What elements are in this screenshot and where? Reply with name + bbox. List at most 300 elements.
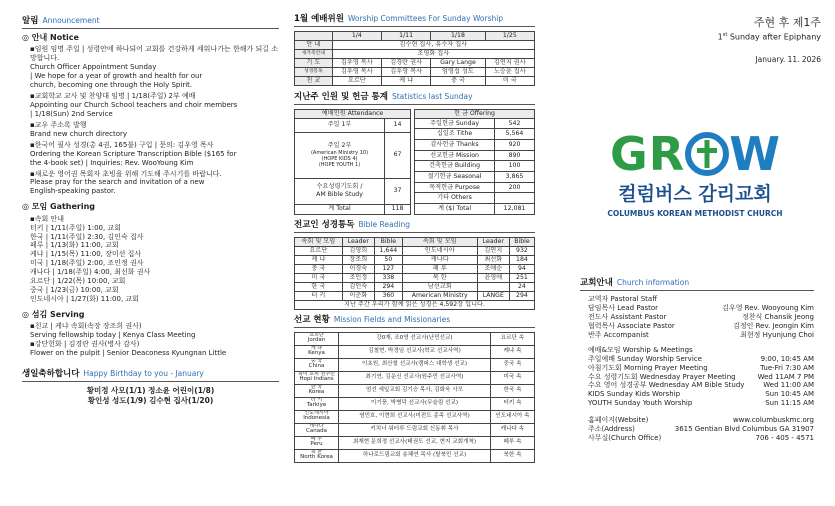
- gathering-item: 중국 | 1/23(금) 10:00, 교회: [30, 286, 119, 295]
- staff-role: 전도사 Assistant Pastor: [588, 312, 667, 321]
- staff-role: 담임목사 Lead Pastor: [588, 303, 659, 312]
- committee-date: 1/4: [332, 31, 381, 40]
- mission-country-en: Tarkiye: [306, 402, 327, 409]
- notice-en: English-speaking pastor.: [30, 187, 116, 196]
- attendance-label: [295, 118, 385, 132]
- mission-desc: 강0재, 조0영 선교사(난민선교): [339, 332, 491, 345]
- bible-cell: 인도네시아: [402, 246, 477, 255]
- church-logo: [580, 127, 810, 220]
- missions-title: 선교 현황 Mission Fields and Missionaries: [294, 315, 535, 328]
- mission-row: [295, 397, 535, 410]
- serving-en: Serving fellowship today | Kenya Class Meeting: [30, 331, 196, 340]
- bible-header: 속회 및 모임: [295, 237, 343, 246]
- mission-class: 미국 속: [491, 371, 535, 384]
- bible-cell: LANGE: [477, 291, 509, 300]
- attendance-row: [295, 118, 411, 132]
- bible-cell: American Ministry: [402, 291, 477, 300]
- committee-cell: 미 국: [485, 76, 534, 85]
- committee-role: 친 교: [295, 76, 333, 85]
- attendance-sub: (HOPE KIDS 4): [321, 156, 358, 163]
- logo-letter-w: W: [729, 127, 780, 181]
- notice-en: church, becoming one through the Holy Spirit.: [30, 80, 193, 89]
- stats-title: 지난주 인원 및 헌금 통계 Statistics last Sunday: [294, 92, 535, 105]
- offering-value: 890: [495, 150, 535, 161]
- committee-cell: 조영화 집사: [332, 49, 534, 58]
- serving-list: [22, 322, 279, 358]
- mission-country: [295, 332, 339, 345]
- bible-cell: 페 루: [402, 264, 477, 273]
- contact-row: [588, 434, 814, 443]
- mission-row: [295, 423, 535, 436]
- mission-class: 페루 속: [491, 436, 535, 449]
- committee-row: [295, 49, 535, 58]
- mission-country: [295, 410, 339, 423]
- mission-class: 캐나다 속: [491, 423, 535, 436]
- contact-label: 주소(Address): [588, 425, 635, 434]
- mission-country-ko: 요르단: [309, 332, 324, 339]
- church-name-ko: 컬럼버스 감리교회: [618, 183, 772, 205]
- bible-cell: 김연지: [477, 246, 509, 255]
- bible-cell: 중 국: [295, 264, 343, 273]
- gathering-item: 인도네시아 | 1/27(화) 11:00, 교회: [30, 295, 139, 304]
- offering-label: 선교헌금 Mission: [415, 150, 495, 161]
- bible-cell: 조인정: [342, 273, 374, 282]
- staff-row: [588, 322, 814, 331]
- mission-row: [295, 436, 535, 449]
- mission-row: [295, 371, 535, 384]
- worship-row: [588, 364, 814, 373]
- staff-name: 김우영 Rev. Wooyoung Kim: [722, 303, 814, 312]
- bible-cell: 127: [374, 264, 402, 273]
- bible-row: [295, 273, 535, 282]
- worship-row: [588, 381, 814, 390]
- bible-cell: 요르단: [295, 246, 343, 255]
- worship-committee-table: [294, 31, 535, 86]
- mission-country-en: Peru: [310, 441, 323, 448]
- worship-name: 수요 영어 성경공부 Wednesday AM Bible Study: [588, 381, 745, 390]
- notice-list: [22, 45, 279, 196]
- committee-cell: 김수현 집사, 유수자 집사: [332, 40, 534, 49]
- attendance-row: [295, 132, 411, 178]
- announcement-column: [0, 0, 283, 405]
- offering-row: [415, 182, 535, 193]
- mission-country: [295, 371, 339, 384]
- attendance-header: 예배인원 Attendance: [295, 109, 411, 118]
- attendance-label: [295, 178, 385, 204]
- staff-list: [588, 304, 814, 340]
- gathering-list: [22, 215, 279, 305]
- worship-time: 9:00, 10:45 AM: [760, 354, 814, 363]
- offering-row: [415, 172, 535, 183]
- committee-date: 1/18: [431, 31, 485, 40]
- bible-cell: 최선화: [477, 255, 509, 264]
- contact-row: [588, 425, 814, 434]
- birthday-line: 황미정 사모(1/1) 정소윤 어린이(1/8): [86, 386, 215, 396]
- notice-en: | 1/18(Sun) 2nd Service: [30, 109, 113, 118]
- church-info-title: 교회안내 Church information: [580, 278, 814, 291]
- mission-country-en: Hopi Indians: [299, 376, 334, 383]
- bible-cell: 251: [509, 273, 534, 282]
- serving-header: ◎ 섬김 Serving: [22, 310, 85, 320]
- committee-cell: 김연지 권사: [485, 58, 534, 67]
- mission-table: [294, 332, 535, 463]
- offering-label: 주일헌금 Sunday: [415, 118, 495, 129]
- mission-class: 요르단 속: [491, 332, 535, 345]
- gathering-item: 페루 | 1/13(화) 11:00, 교회: [30, 241, 119, 250]
- bible-footer: 지난 주간 우리가 함께 읽은 성경은 4,592장 입니다.: [295, 300, 535, 309]
- staff-row: [588, 313, 814, 322]
- offering-label: 십일조 Tithe: [415, 129, 495, 140]
- staff-row: [588, 331, 814, 340]
- notice-en: | We hope for a year of growth and health for our: [30, 71, 203, 80]
- notice-en: the 4-book set) | Inquiries: Rev. WooYoung Kim: [30, 158, 194, 167]
- attendance-sub: (American Ministry 10): [310, 149, 369, 156]
- bible-cell: 윤영애: [477, 273, 509, 282]
- bible-cell: 이춘화: [342, 291, 374, 300]
- bible-cell: 장조희: [342, 255, 374, 264]
- committee-cell: 김우영 목사: [381, 67, 430, 76]
- bible-cell: 294: [509, 291, 534, 300]
- offering-label: 절기헌금 Seasonal: [415, 172, 495, 183]
- gathering-item: 미국 | 1/18(주일) 2:00, 조인정 권사: [30, 259, 144, 268]
- birthday-list: [22, 386, 279, 405]
- offering-value: 200: [495, 182, 535, 193]
- mission-desc: 최기연, 김운신 선교사(원주민 선교사역): [339, 371, 491, 384]
- mission-row: [295, 384, 535, 397]
- committee-row: [295, 58, 535, 67]
- committee-role: 기 도: [295, 58, 333, 67]
- attendance-label-text: 주일 1부: [327, 121, 352, 129]
- attendance-sub: (HOPE YOUTH 1): [318, 162, 361, 169]
- mission-country-ko: 한 국: [310, 384, 323, 391]
- offering-value: 5,564: [495, 129, 535, 140]
- stats-tables: [294, 109, 535, 215]
- notice-en: Church Officer Appointment Sunday: [30, 63, 157, 72]
- gathering-item: 케냐 | 1/15(목) 11:00, 장미선 집사: [30, 250, 142, 259]
- serving-en: Flower on the pulpit | Senior Deaconess Kyungnan Little: [30, 349, 227, 358]
- bible-row: [295, 282, 535, 291]
- offering-value: 100: [495, 161, 535, 172]
- notice-item: [22, 92, 279, 119]
- notice-ko: ▪한국어 필사 성경(총 4권, 165불) 구입 | 문의: 김우영 목사: [30, 140, 214, 149]
- bible-reading-title: 전교인 성경통독 Bible Reading: [294, 220, 535, 233]
- bible-cell: 한 국: [295, 282, 343, 291]
- offering-table: [414, 109, 535, 215]
- announcement-title: 알림 Announcement: [22, 16, 279, 29]
- bible-cell: 94: [509, 264, 534, 273]
- offering-row: [415, 129, 535, 140]
- offering-row: [415, 193, 535, 204]
- staff-role: 협력목사 Associate Pastor: [588, 321, 675, 330]
- attendance-row: [295, 178, 411, 204]
- committee-cell: 케 냐: [381, 76, 430, 85]
- mission-country-ko: 북미 호피 원주민: [298, 371, 335, 378]
- attendance-row: [295, 204, 411, 214]
- offering-value: 3,865: [495, 172, 535, 183]
- bible-cell: 360: [374, 291, 402, 300]
- notice-item: [22, 141, 279, 168]
- committee-corner: [295, 31, 333, 40]
- attendance-value: 14: [385, 118, 411, 132]
- mission-class: 중국 속: [491, 358, 535, 371]
- worship-name: YOUTH Sunday Youth Worship: [588, 399, 693, 408]
- committee-cell: 김경란 권사: [381, 58, 430, 67]
- notice-header: ◎ 안내 Notice: [22, 32, 79, 42]
- worship-name: 수요 성령기도회 Wednesday Prayer Meeting: [588, 372, 736, 381]
- bible-cell: 조애순: [477, 264, 509, 273]
- worship-row: [588, 399, 814, 408]
- bible-row: [295, 246, 535, 255]
- committee-role: 새가족안내: [295, 49, 333, 58]
- committee-cell: Gary Lange: [431, 58, 485, 67]
- mission-country: [295, 397, 339, 410]
- mission-class: 케냐 속: [491, 345, 535, 358]
- bible-cell: [477, 282, 509, 291]
- mission-row: [295, 410, 535, 423]
- mission-class: 북한 속: [491, 449, 535, 462]
- bible-cell: 북 한: [402, 273, 477, 282]
- committee-role: 성경봉독: [295, 67, 333, 76]
- offering-value: 12,081: [495, 204, 535, 215]
- attendance-value: 67: [385, 132, 411, 178]
- notice-item: [22, 121, 279, 139]
- attendance-label-text: AM Bible Study: [316, 191, 363, 199]
- offering-label: 감사헌금 Thanks: [415, 140, 495, 151]
- committee-cell: 노승윤 집사: [485, 67, 534, 76]
- attendance-label-text: 계 Total: [328, 205, 351, 213]
- attendance-label: [295, 132, 385, 178]
- birthday-title: 생일축하합니다 Happy Birthday to you - January: [22, 369, 279, 382]
- mission-class: 터키 속: [491, 397, 535, 410]
- bible-row: [295, 264, 535, 273]
- worship-header: 예배&모임 Worship & Meetings: [588, 345, 693, 354]
- gathering-item: 요르단 | 1/22(목) 10:00, 교회: [30, 277, 126, 286]
- bible-cell: 미 국: [295, 273, 343, 282]
- offering-row: [415, 204, 535, 215]
- attendance-label-text: 수요성령기도회 /: [316, 183, 363, 191]
- notice-en: Brand new church directory: [30, 129, 128, 138]
- mission-country-ko: 중 국: [310, 358, 323, 365]
- birthday-line: 황인성 성도(1/9) 김수현 집사(1/20): [87, 395, 214, 405]
- notice-ko: ▪새로운 영어권 목회자 초빙을 위해 기도해 주시기를 바랍니다.: [30, 169, 222, 178]
- attendance-label: [295, 204, 385, 214]
- notice-ko: ▪교회학교 교사 및 찬양대 임명 | 1/18(주일) 2부 예배: [30, 91, 196, 100]
- worship-row: [588, 390, 814, 399]
- bible-cell: 터 키: [295, 291, 343, 300]
- mission-country-ko: 인도네시아: [304, 410, 329, 417]
- worship-name: 주일예배 Sunday Worship Service: [588, 354, 702, 363]
- bible-header-row: [295, 237, 535, 246]
- mission-country-ko: 캐나다: [309, 423, 324, 430]
- mission-country: [295, 423, 339, 436]
- mission-country: [295, 358, 339, 371]
- offering-row: [415, 161, 535, 172]
- mission-desc: 최재현 문희정 선교사(태권도 선교, 현지 교회개척): [339, 436, 491, 449]
- worship-row: [588, 355, 814, 364]
- notice-item: [22, 45, 279, 90]
- notice-ko: ▪임원 임명 주일 | 성령안에 하나되어 교회를 건강하게 세워나가는 한해가 되길 소망합니다.: [30, 45, 278, 63]
- offering-label: 건축헌금 Building: [415, 161, 495, 172]
- mission-country-ko: 터 키: [310, 397, 323, 404]
- staff-row: [588, 304, 814, 313]
- committee-column: [290, 0, 535, 463]
- bible-cell: 50: [374, 255, 402, 264]
- bible-header: Bible: [374, 237, 402, 246]
- bible-header: Bible: [509, 237, 534, 246]
- mission-country-en: Korea: [308, 389, 325, 396]
- bible-footer-row: [295, 300, 535, 309]
- staff-name: 최현정 Hyunjung Choi: [740, 330, 814, 339]
- committee-header-row: [295, 31, 535, 40]
- bible-header: Leader: [477, 237, 509, 246]
- bible-cell: 184: [509, 255, 534, 264]
- worship-committee-title: 1월 예배위원 Worship Committees For Sunday Worship: [294, 14, 535, 27]
- attendance-table: [294, 109, 411, 215]
- committee-cell: 김우영 목사: [332, 58, 381, 67]
- gathering-item: 캐나다 | 1/18(주일) 4:00, 최선화 권사: [30, 268, 151, 277]
- committee-role: 안 내: [295, 40, 333, 49]
- bible-cell: 338: [374, 273, 402, 282]
- mission-desc: 이초원, 최산철 선교사(캠퍼스 대학생 선교): [339, 358, 491, 371]
- gathering-header: ◎ 모임 Gathering: [22, 202, 96, 212]
- mission-country-ko: 케 냐: [310, 345, 323, 352]
- mission-row: [295, 332, 535, 345]
- worship-time: Sun 10:45 AM: [765, 390, 814, 399]
- offering-header-row: [415, 109, 535, 118]
- mission-country: [295, 436, 339, 449]
- mission-country: [295, 449, 339, 462]
- bible-row: [295, 255, 535, 264]
- notice-ko: ▪교우 주소록 발행: [30, 120, 87, 129]
- bible-cell: 294: [374, 282, 402, 291]
- header-title-ko: 주현 후 제1주: [753, 16, 821, 29]
- bible-cell: 캐나다: [402, 255, 477, 264]
- mission-country-en: Canada: [306, 428, 327, 435]
- bible-cell: 1,644: [374, 246, 402, 255]
- committee-date: 1/25: [485, 31, 534, 40]
- bible-cell: 24: [509, 282, 534, 291]
- bible-cell: 김인숙: [342, 282, 374, 291]
- bible-row: [295, 291, 535, 300]
- offering-label: 목적헌금 Purpose: [415, 182, 495, 193]
- bible-reading-table: [294, 237, 535, 310]
- contact-value: 706 - 405 - 4571: [755, 434, 814, 443]
- logo-cross-icon: [685, 132, 729, 176]
- committee-date: 1/11: [381, 31, 430, 40]
- committee-row: [295, 76, 535, 85]
- mission-country-en: Indonesia: [303, 415, 330, 422]
- mission-country: [295, 345, 339, 358]
- notice-item: [22, 170, 279, 197]
- logo-letters: GR: [610, 127, 686, 181]
- offering-value: 920: [495, 140, 535, 151]
- bible-cell: 김영희: [342, 246, 374, 255]
- staff-header: 교역자 Pastoral Staff: [588, 294, 658, 303]
- staff-role: 반주 Accompanist: [588, 330, 649, 339]
- bible-header: Leader: [342, 237, 374, 246]
- contact-row: [588, 416, 814, 425]
- attendance-label-text: 주일 2부: [327, 141, 352, 149]
- attendance-value: 118: [385, 204, 411, 214]
- mission-country-ko: 북 한: [310, 449, 323, 456]
- worship-time: Tue-Fri 7:30 AM: [760, 363, 814, 372]
- staff-name: 정찬식 Chansik Jeong: [742, 312, 814, 321]
- contact-value: www.columbuskmc.org: [732, 416, 814, 425]
- header-date: January. 11. 2026: [755, 54, 821, 64]
- offering-label: 기타 Others: [415, 193, 495, 204]
- mission-row: [295, 449, 535, 462]
- church-name-en: COLUMBUS KOREAN METHODIST CHURCH: [607, 209, 783, 219]
- gathering-item: ▪속회 안내: [30, 214, 65, 223]
- contact-list: [588, 416, 814, 443]
- offering-value: 542: [495, 118, 535, 129]
- bulletin-header: [587, 16, 821, 65]
- serving-ko: ▪강단헌화 | 김경란 권사(병사 감사): [30, 340, 140, 349]
- committee-cell: 김우영 목사: [332, 67, 381, 76]
- attendance-value: 37: [385, 178, 411, 204]
- worship-time: Sun 11:15 AM: [765, 399, 814, 408]
- mission-row: [295, 345, 535, 358]
- bible-cell: 932: [509, 246, 534, 255]
- mission-row: [295, 358, 535, 371]
- offering-row: [415, 150, 535, 161]
- contact-label: 홈페이지(Website): [588, 416, 649, 425]
- notice-en: Appointing our Church School teachers and choir members: [30, 100, 238, 109]
- worship-time: Wed 11:00 AM: [763, 381, 814, 390]
- attendance-header-row: [295, 109, 411, 118]
- bible-header: 속회 및 모임: [402, 237, 477, 246]
- offering-header: 헌 금 Offering: [415, 109, 535, 118]
- contact-value: 3615 Gentian Blvd Columbus GA 31907: [674, 425, 814, 434]
- worship-list: [588, 355, 814, 409]
- contact-label: 사무실(Church Office): [588, 434, 662, 443]
- worship-name: KIDS Sunday Kids Worship: [588, 390, 681, 399]
- mission-country-en: Jordan: [307, 337, 326, 344]
- mission-class: 인도네시아 속: [491, 410, 535, 423]
- bible-cell: 케 냐: [295, 255, 343, 264]
- mission-desc: 염민호, 이현희 선교사(미전도 종족 선교사역): [339, 410, 491, 423]
- committee-row: [295, 67, 535, 76]
- mission-desc: 하나로드림교회 송혜연 목사 (탈북민 선교): [339, 449, 491, 462]
- gathering-item: 한국 | 1/11(주일) 2:30, 김인숙 집사: [30, 232, 144, 241]
- mission-desc: 김철현, 박경임 선교사(학교 선교사역): [339, 345, 491, 358]
- mission-country: [295, 384, 339, 397]
- serving-ko: ▪친교 | 케냐 속회(속장 장조희 권사): [30, 322, 142, 331]
- notice-en: Please pray for the search and invitation of a new: [30, 178, 205, 187]
- bible-cell: 이경숙: [342, 264, 374, 273]
- committee-cell: 중 국: [431, 76, 485, 85]
- committee-row: [295, 40, 535, 49]
- committee-cell: 엄영섭 성도: [431, 67, 485, 76]
- mission-desc: 엄선 세잎교회 김기승 목사, 김화욱 사모: [339, 384, 491, 397]
- offering-row: [415, 118, 535, 129]
- offering-row: [415, 140, 535, 151]
- committee-cell: 요르단: [332, 76, 381, 85]
- header-title-en: 1st Sunday after Epiphany: [717, 32, 821, 42]
- bible-cell: 남선교회: [402, 282, 477, 291]
- gathering-item: 터키 | 1/11(주일) 1:00, 교회: [30, 223, 121, 232]
- worship-name: 아침기도회 Morning Prayer Meeting: [588, 363, 708, 372]
- mission-country-ko: 페 루: [310, 436, 323, 443]
- notice-en: Ordering the Korean Scripture Transcription Bible ($165 for: [30, 149, 237, 158]
- mission-class: 한국 속: [491, 384, 535, 397]
- worship-time: Wed 11AM 7 PM: [757, 372, 814, 381]
- mission-country-en: North Korea: [300, 454, 333, 461]
- info-column: [555, 0, 835, 65]
- mission-country-en: Kenya: [308, 350, 325, 357]
- grow-logo: [580, 127, 810, 181]
- offering-label: 계 ($) Total: [415, 204, 495, 215]
